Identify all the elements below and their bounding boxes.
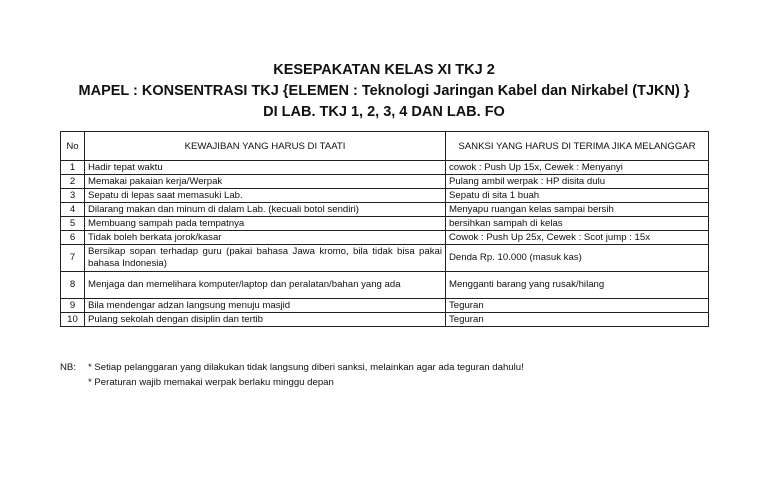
notes-label: NB:	[60, 362, 76, 373]
header-no: No	[61, 132, 85, 161]
table-row	[61, 175, 709, 189]
table-row	[61, 189, 709, 203]
table-row	[61, 313, 709, 327]
notes-section	[60, 360, 524, 390]
table-row	[61, 217, 709, 231]
row-obligation: Membuang sampah pada tempatnya	[85, 217, 446, 231]
row-sanction: Cowok : Push Up 25x, Cewek : Scot jump : 15x	[446, 231, 709, 245]
row-sanction: bersihkan sampah di kelas	[446, 217, 709, 231]
table-row	[61, 203, 709, 217]
note-item: * Setiap pelanggaran yang dilakukan tidak langsung diberi sanksi, melainkan agar ada teguran dahulu!	[88, 362, 524, 373]
row-obligation: Bila mendengar adzan langsung menuju masjid	[85, 299, 446, 313]
table-row	[61, 299, 709, 313]
table-row	[61, 231, 709, 245]
row-obligation: Hadir tepat waktu	[85, 161, 446, 175]
row-no: 6	[61, 231, 85, 245]
note-item: * Peraturan wajib memakai werpak berlaku minggu depan	[88, 377, 334, 388]
row-no: 4	[61, 203, 85, 217]
title-line-2: MAPEL : KONSENTRASI TKJ {ELEMEN : Teknologi Jaringan Kabel dan Nirkabel (TJKN) }	[78, 83, 690, 99]
note-row	[60, 360, 524, 375]
row-no: 8	[61, 272, 85, 299]
row-no: 3	[61, 189, 85, 203]
row-no: 5	[61, 217, 85, 231]
row-sanction: Pulang ambil werpak : HP disita dulu	[446, 175, 709, 189]
note-row	[60, 375, 524, 390]
row-sanction: Teguran	[446, 299, 709, 313]
row-obligation: Menjaga dan memelihara komputer/laptop dan peralatan/bahan yang ada	[85, 272, 446, 299]
row-no: 7	[61, 245, 85, 272]
title-line-1: KESEPAKATAN KELAS XI TKJ 2	[273, 62, 495, 78]
row-no: 9	[61, 299, 85, 313]
row-sanction: Sepatu di sita 1 buah	[446, 189, 709, 203]
row-no: 1	[61, 161, 85, 175]
row-sanction: Menyapu ruangan kelas sampai bersih	[446, 203, 709, 217]
row-obligation: Memakai pakaian kerja/Werpak	[85, 175, 446, 189]
title-line-3: DI LAB. TKJ 1, 2, 3, 4 DAN LAB. FO	[263, 104, 505, 120]
notes-label-spacer	[60, 375, 88, 390]
row-obligation: Bersikap sopan terhadap guru (pakai bahasa Jawa kromo, bila tidak bisa pakai bahasa Indonesia)	[85, 245, 446, 272]
row-sanction: Mengganti barang yang rusak/hilang	[446, 272, 709, 299]
table-row	[61, 161, 709, 175]
row-sanction: Denda Rp. 10.000 (masuk kas)	[446, 245, 709, 272]
rules-table	[60, 131, 709, 327]
document-title	[0, 60, 768, 123]
table-row	[61, 272, 709, 299]
row-obligation: Pulang sekolah dengan disiplin dan tertib	[85, 313, 446, 327]
row-obligation: Sepatu di lepas saat memasuki Lab.	[85, 189, 446, 203]
header-obligation: KEWAJIBAN YANG HARUS DI TAATI	[85, 132, 446, 161]
row-no: 10	[61, 313, 85, 327]
row-obligation: Tidak boleh berkata jorok/kasar	[85, 231, 446, 245]
table-header-row	[61, 132, 709, 161]
row-obligation: Dilarang makan dan minum di dalam Lab. (kecuali botol sendiri)	[85, 203, 446, 217]
row-sanction: cowok : Push Up 15x, Cewek : Menyanyi	[446, 161, 709, 175]
header-sanction: SANKSI YANG HARUS DI TERIMA JIKA MELANGGAR	[446, 132, 709, 161]
row-sanction: Teguran	[446, 313, 709, 327]
row-no: 2	[61, 175, 85, 189]
table-row	[61, 245, 709, 272]
